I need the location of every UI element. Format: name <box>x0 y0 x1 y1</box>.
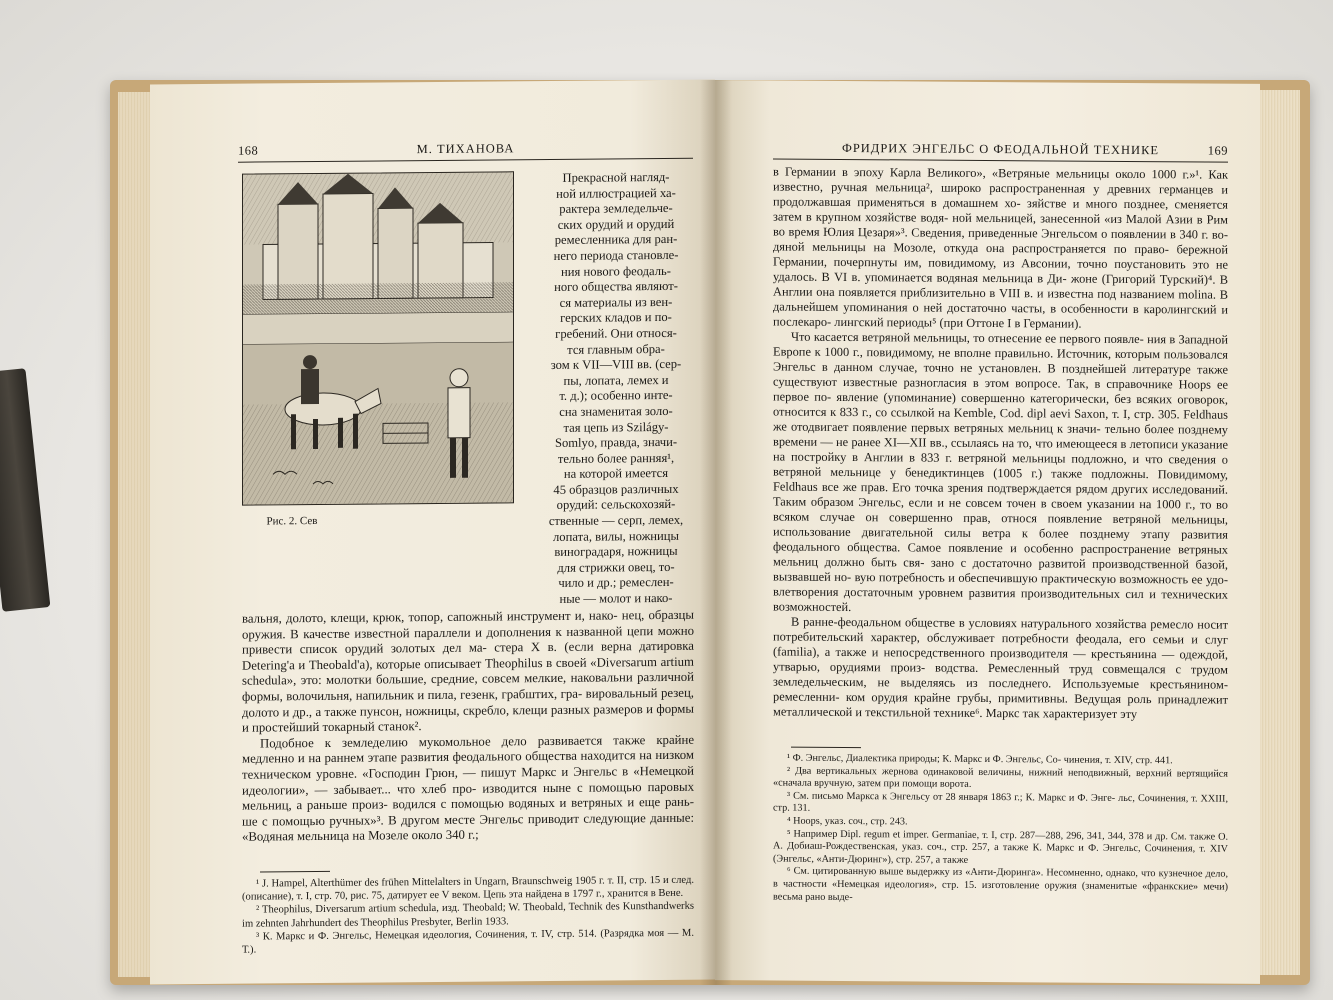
right-footnotes <box>773 747 1228 907</box>
side-text-line: ремесленника для ран- <box>554 232 678 248</box>
right-footnote-6: ⁶ См. цитированную выше выдержку из «Анти-Дюринга». Несомненно, однако, что кузнечное дело, в частности «Немецкая идеология», стр. 15. изготовление оружия (знаменитые «франкские» мечи) весьма рано выде- <box>773 865 1228 903</box>
side-text-line: зом к VII—VIII вв. (сер- <box>550 356 682 373</box>
side-text-line: лопата, вилы, ножницы <box>553 528 679 544</box>
side-text-line: тая цепь из Szilágy- <box>563 419 669 435</box>
left-paragraph-1: вальня, долото, клещи, крюк, топор, сапожный инструмент и, нако- нец, образцы оружия. В качестве известной параллели и дополнения к названной цепи можно привести список орудий золотых дел ма- стера X в. (если верна датировка Detering'а и Theobald'а), которые описывает Theophilus в своей «Diversarum artium schedula», это: молотки большие, средние, совсем мелкие, наковальни различной формы, волочильня, напильник и пила, гезенк, грабштих, гра- вировальный резец, долото и др., а также пунсон, ножницы, скребло, клещи разных размеров и формы и простейший токарный станок². <box>242 607 694 735</box>
header-rule <box>773 159 1228 163</box>
right-footnote-5: ⁵ Например Dipl. regum et imper. Germaniae, т. I, стр. 287—288, 296, 341, 344, 378 и др. См. также О. А. Добиаш-Рождественская, указ. соч., стр. 257, а также К. Маркс и Ф. Энгельс, Сочинения, т. XIV (Энгельс, «Анти-Дюринг»), стр. 257, а также <box>773 828 1228 866</box>
right-paragraph-3: В ранне-феодальном обществе в условиях натурального хозяйства ремесло носит потребительский характер, обслуживает потребности феодала, его семьи и слуг (familia), а также и непосредственного производителя — крестьянина — одеждой, утварью, орудиями произ- водства. Ремесленный труд совмещался с трудом земледельческим, не выделяясь из последнего. Используемые крестьянином-ремесленни- ком орудия крайне грубы, примитивны. Ведущая роль принадлежит металлической и текстильной технике⁶. Маркс так характеризует эту <box>773 614 1228 722</box>
side-text-line: ся материалы из вен- <box>559 294 673 310</box>
side-text-line: ные — молот и нако- <box>559 590 673 606</box>
side-text-line: Прекрасной нагляд- <box>562 169 670 185</box>
left-page <box>150 80 715 985</box>
right-footnote-1: ¹ Ф. Энгельс, Диалектика природы; К. Маркс и Ф. Энгельс, Со- чинения, т. XIV, стр. 441. <box>787 752 1173 767</box>
left-footnotes <box>242 868 694 957</box>
right-paragraph-1: в Германии в эпоху Карла Великого», «Ветряные мельницы около 1000 г.»¹. Как известно, ручная мельница², широко распространенная у древних германцев и продолжавшая применяться в домашнем хо- зяйстве и много позднее, сменяется затем в крупном хозяйстве водя- ной мельницей, занесенной «из Малой Азии в Рим во время Юлия Цезаря»³. Сведения, приведенные Энгельсом о появлении в 340 г. во- дяной мельницы на Мозоле, откуда она распространяется по право- бережной Германии, почерпнуты им, повидимому, из Авсонии, точно поустановить это не удалось. В VI в. упоминается водяная мельница в Ди- жоне (Григорий Турский)⁴. В Англии она появляется приблизительно в VIII в. и известна под названием molina. В дальнейшем упоминания о ней достаточно часты, в особенности в каролингский и послекаро- лингский периоды⁵ (при Оттоне I в Германии). <box>773 164 1228 331</box>
side-text-line: сна знаменитая золо- <box>559 403 673 419</box>
side-text-line: ских орудий и орудий <box>557 216 675 232</box>
side-text-line: орудий: сельскохозяй- <box>556 497 676 513</box>
side-text-line: на которой имеется <box>563 466 669 482</box>
side-text-block <box>522 170 710 608</box>
side-text-line: виноградаря, ножницы <box>554 544 678 560</box>
side-text-line: тся главным обра- <box>567 341 665 357</box>
left-footnote-3: ³ К. Маркс и Ф. Энгельс, Немецкая идеология, Сочинения, т. IV, стр. 514. (Разрядка моя — М. Т.). <box>242 927 694 956</box>
side-text-line: 45 образцов различных <box>553 481 679 497</box>
right-page-header <box>773 140 1228 158</box>
side-text-line: пы, лопата, лемех и <box>563 372 669 388</box>
side-text-line: рактера земледельче- <box>559 201 673 217</box>
left-page-number: 168 <box>238 143 259 158</box>
side-text-line: герских кладов и по- <box>560 310 672 326</box>
right-body-text <box>773 165 1228 723</box>
right-footnote-2: ² Два вертикальных жернова одинаковой величины, нижний неподвижный, верхний вертящийся «сначала вручную, затем при помощи ворота. <box>773 765 1228 791</box>
open-book <box>100 70 1318 990</box>
left-side-column <box>522 170 710 608</box>
left-body-text <box>242 608 694 846</box>
right-running-head: ФРИДРИХ ЭНГЕЛЬС О ФЕОДАЛЬНОЙ ТЕХНИКЕ <box>841 140 1160 158</box>
side-text-line: него периода становле- <box>553 247 679 263</box>
left-paragraph-2: Подобное к земледелию мукомольное дело развивается также крайне медленно и на раннем этапе развития феодального общества находится на низком техническом уровне. «Господин Грюн, — пишут Маркс и Энгельс в «Немецкой идеологии», — забывает... что хлеб про- изводится ныне с помощью паровых мельниц, а раньше произ- водился с помощью водяных и ветряных и еще рань- ше с помощью ручных»³. В другом месте Энгельс приводит следующие данные: «Водяная мельница на Мозеле около 340 г.; <box>242 732 694 844</box>
header-rule <box>238 158 693 163</box>
book-gutter <box>700 80 732 985</box>
side-text-line: для стрижки овец, то- <box>557 559 675 575</box>
left-footnote-1: ¹ J. Hampel, Alterthümer des frühen Mittelalters in Ungarn, Braunschweig 1905 г. т. II, стр. 15 и след. (описание), т. I, стр. 70, рис. 75, датирует ее V веком. Цепь эта найдена в 1797 г., хранится в Вене. <box>242 874 694 903</box>
right-footnote-4: ⁴ Hoops, указ. соч., стр. 243. <box>787 815 908 828</box>
left-footnote-2: ² Theophilus, Diversarum artium schedula, изд. Theobald; W. Theobald, Technik des Kunsthandwerks im zehnten Jahrhundert des Theophilus Presbyter, Berlin 1933. <box>242 901 694 930</box>
side-text-line: ной иллюстрацией ха- <box>556 185 676 201</box>
sowing-engraving-image <box>243 172 513 504</box>
side-text-line: чило и др.; ремеслен- <box>558 575 674 591</box>
right-paragraph-2: Что касается ветряной мельницы, то отнесение ее первого появле- ния в Западной Европе к 1000 г., повидимому, не вполне правильно. Источник, которым пользовался Энгельс в данном случае, точно не установлен. В позднейшей литературе также существуют известные разногласия в этом вопросе. Так, в справочнике Hoops ее первое по- явление (упоминание) совершенно категорически, без всяких оговорок, относится к 833 г., со ссылкой на Kemble, Cod. dipl aevi Saxon, т. I, стр. 305. Feldhaus же отодвигает появление первых ветряных мельниц к значи- тельно более позднему времени — не ранее XI—XII вв., ссылаясь на то, что имеющееся в летописи указание на постройку в Англии в 833 г. ветряной мельницы подложно, и что сведения о ветряной мельнице у бенедиктинцев (1005 г.) также подложны. Повидимому, Feldhaus все же прав. Его точка зрения подтверждается рядом других исследований. Таким образом Энгельс, если и не совсем точен в своем указании на 1000 г., то во всяком случае он совершенно прав, относя появление ветряной мельницы, использование двигательной силы ветра к более позднему этапу развития феодального общества. Самое появление и особенно распространение ветряных мельниц должно быть свя- зано с достаточно развитой производственной базой, вызвавшей но- вую потребность и обеспечившую практическую возможность ее удо- влетворения достаточным уровнем развития производительных сил и технических возможностей. <box>773 329 1228 615</box>
right-page-number: 169 <box>1207 143 1228 158</box>
side-text-line: ного общества являют- <box>554 279 678 295</box>
side-text-line: тельно более ранняя¹, <box>557 450 675 466</box>
right-page <box>715 80 1260 984</box>
left-running-head: М. ТИХАНОВА <box>416 141 515 157</box>
footnote-rule <box>260 871 330 873</box>
side-text-line: ния нового феодаль- <box>561 263 671 279</box>
right-footnote-3: ³ См. письмо Маркса к Энгельсу от 28 января 1863 г.; К. Маркс и Ф. Энге- льс, Сочинения, т. XXIII, стр. 131. <box>773 790 1228 815</box>
illustration-caption: Рис. 2. Сев <box>266 515 318 528</box>
side-text-line: гребений. Они относя- <box>555 325 677 341</box>
footnote-rule <box>791 747 861 748</box>
side-text-line: ственные — серп, лемех, <box>548 512 684 529</box>
side-text-line: Somlyo, правда, значи- <box>554 434 678 451</box>
side-text-line: т. д.); особенно инте- <box>559 388 673 404</box>
left-page-header <box>238 140 693 158</box>
illustration-sowing <box>242 171 514 505</box>
